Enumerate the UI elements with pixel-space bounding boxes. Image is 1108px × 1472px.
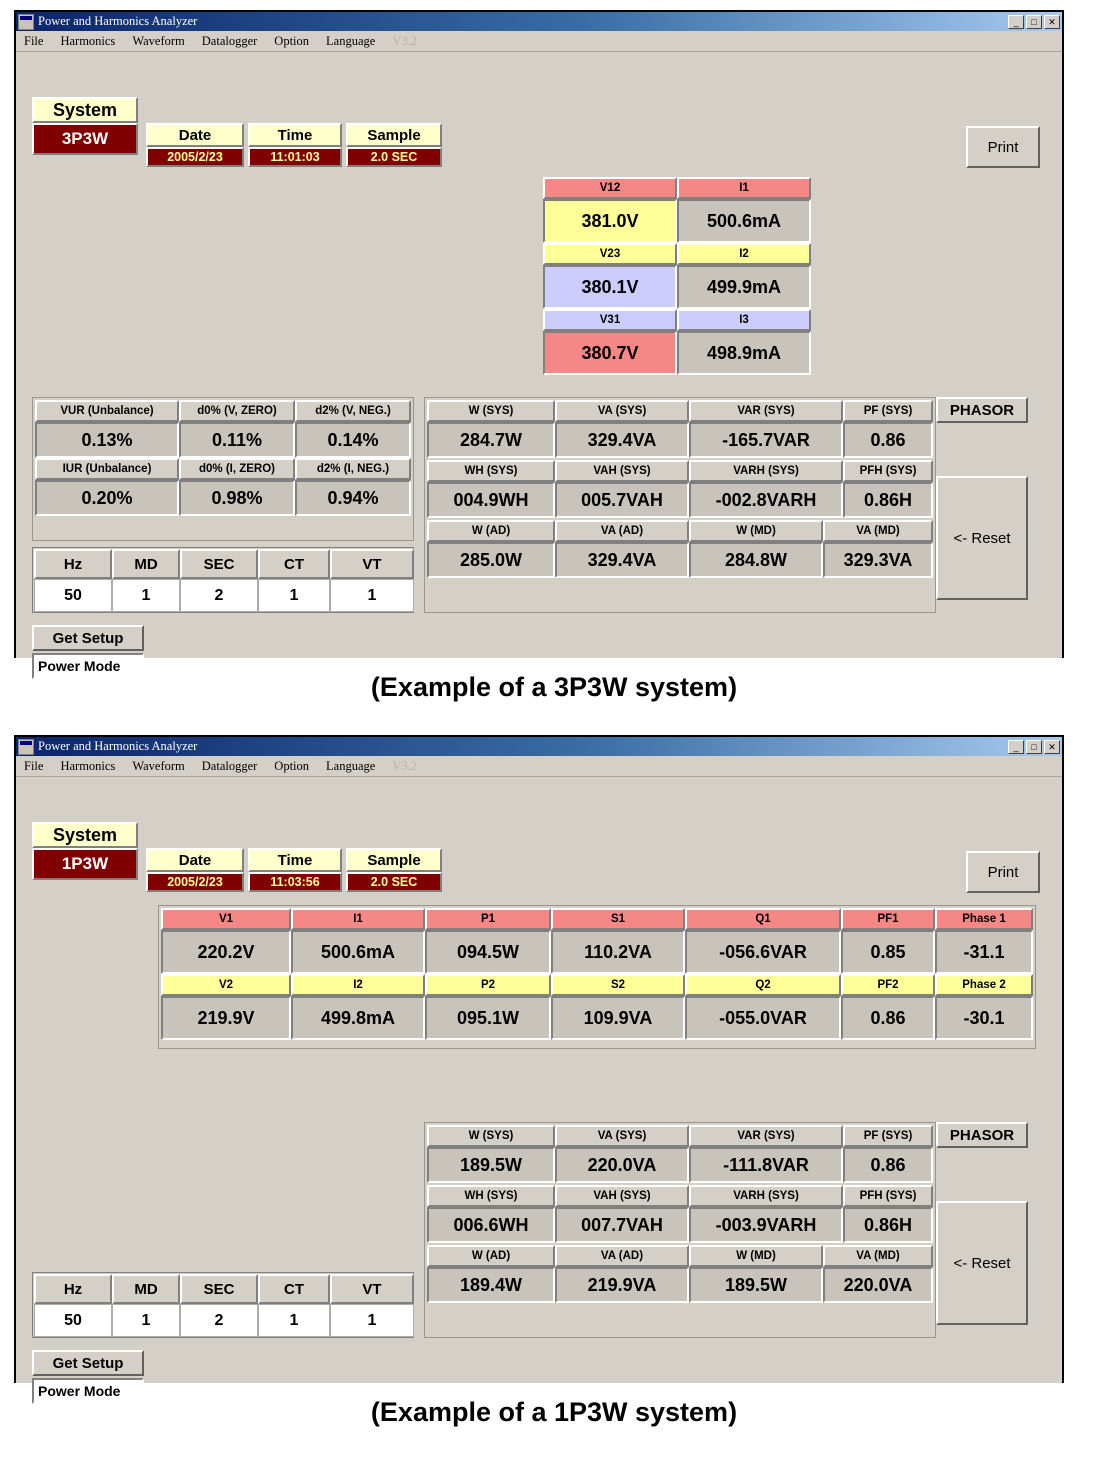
sys-header-w-ad: W (AD) bbox=[427, 520, 555, 542]
sys-header-va-md: VA (MD) bbox=[823, 1245, 933, 1267]
sys-header-vah: VAH (SYS) bbox=[555, 460, 689, 482]
sys-header-pfh: PFH (SYS) bbox=[843, 460, 933, 482]
system-label: System bbox=[32, 822, 138, 848]
param-value-md[interactable]: 1 bbox=[112, 579, 180, 612]
sys-value-vah: 007.7VAH bbox=[555, 1207, 689, 1243]
sys-value-pf: 0.86 bbox=[843, 1147, 933, 1183]
close-button[interactable]: ✕ bbox=[1044, 740, 1060, 754]
sample-label: Sample bbox=[346, 123, 442, 147]
caption-1p3w: (Example of a 1P3W system) bbox=[370, 1397, 738, 1427]
phase-value-q2: -055.0VAR bbox=[685, 996, 841, 1040]
time-value: 11:03:56 bbox=[248, 872, 342, 892]
menu-item-harmonics[interactable]: Harmonics bbox=[60, 758, 116, 773]
phase-header-q1: Q1 bbox=[685, 908, 841, 930]
sys-value-w-ad: 189.4W bbox=[427, 1267, 555, 1303]
date-label: Date bbox=[146, 848, 244, 872]
sys-value-pfh: 0.86H bbox=[843, 482, 933, 518]
unbalance-header-d0v: d0% (V, ZERO) bbox=[179, 400, 295, 422]
sample-value: 2.0 SEC bbox=[346, 872, 442, 892]
minimize-button[interactable]: _ bbox=[1008, 15, 1024, 29]
sys-value-va: 329.4VA bbox=[555, 422, 689, 458]
date-value: 2005/2/23 bbox=[146, 872, 244, 892]
vi-header-v31: V31 bbox=[543, 309, 677, 331]
sys-header-va: VA (SYS) bbox=[555, 400, 689, 422]
sys-value-w: 189.5W bbox=[427, 1147, 555, 1183]
sys-value-var: -111.8VAR bbox=[689, 1147, 843, 1183]
param-header-ct: CT bbox=[258, 549, 330, 579]
system-type-value: 3P3W bbox=[32, 123, 138, 155]
menu-bar bbox=[16, 31, 1062, 52]
phase-value-p1: 094.5W bbox=[425, 930, 551, 974]
param-value-hz[interactable]: 50 bbox=[34, 579, 112, 612]
phase-header-v2: V2 bbox=[161, 974, 291, 996]
sys-value-w-md: 284.8W bbox=[689, 542, 823, 578]
param-header-sec: SEC bbox=[180, 1274, 258, 1304]
window-controls bbox=[1008, 15, 1060, 29]
maximize-button[interactable]: □ bbox=[1026, 740, 1042, 754]
phase-value-v2: 219.9V bbox=[161, 996, 291, 1040]
sys-value-varh: -002.8VARH bbox=[689, 482, 843, 518]
date-label: Date bbox=[146, 123, 244, 147]
sys-value-va-ad: 219.9VA bbox=[555, 1267, 689, 1303]
version-label: V3.2 bbox=[392, 758, 417, 773]
reset-button[interactable]: <- Reset bbox=[936, 1201, 1028, 1325]
sys-header-varh: VARH (SYS) bbox=[689, 1185, 843, 1207]
version-label: V3.2 bbox=[392, 33, 417, 48]
sys-header-varh: VARH (SYS) bbox=[689, 460, 843, 482]
power-mode-field[interactable]: Power Mode bbox=[32, 1378, 144, 1404]
close-button[interactable]: ✕ bbox=[1044, 15, 1060, 29]
sys-value-varh: -003.9VARH bbox=[689, 1207, 843, 1243]
phase-value-s1: 110.2VA bbox=[551, 930, 685, 974]
maximize-button[interactable]: □ bbox=[1026, 15, 1042, 29]
title-bar bbox=[16, 12, 1062, 31]
phasor-button[interactable]: PHASOR bbox=[936, 1122, 1028, 1148]
phase-header-phase2: Phase 2 bbox=[935, 974, 1033, 996]
vi-header-i2: I2 bbox=[677, 243, 811, 265]
phase-header-q2: Q2 bbox=[685, 974, 841, 996]
vi-value-i3: 498.9mA bbox=[677, 331, 811, 375]
vi-value-i1: 500.6mA bbox=[677, 199, 811, 243]
phase-header-p1: P1 bbox=[425, 908, 551, 930]
client-area bbox=[16, 777, 1062, 1399]
param-value-md[interactable]: 1 bbox=[112, 1304, 180, 1337]
sys-value-w: 284.7W bbox=[427, 422, 555, 458]
sys-value-var: -165.7VAR bbox=[689, 422, 843, 458]
analyzer-window-1p3w bbox=[14, 735, 1064, 1399]
phase-header-v1: V1 bbox=[161, 908, 291, 930]
vi-header-i1: I1 bbox=[677, 177, 811, 199]
sys-value-va-ad: 329.4VA bbox=[555, 542, 689, 578]
sys-header-pf: PF (SYS) bbox=[843, 1125, 933, 1147]
sys-header-w: W (SYS) bbox=[427, 1125, 555, 1147]
unbalance-header-vur: VUR (Unbalance) bbox=[35, 400, 179, 422]
param-header-md: MD bbox=[112, 1274, 180, 1304]
sys-header-pfh: PFH (SYS) bbox=[843, 1185, 933, 1207]
unbalance-value-d2i: 0.94% bbox=[295, 480, 411, 516]
parameter-row bbox=[32, 1272, 414, 1338]
sys-header-va: VA (SYS) bbox=[555, 1125, 689, 1147]
phasor-button[interactable]: PHASOR bbox=[936, 397, 1028, 423]
param-value-ct[interactable]: 1 bbox=[258, 579, 330, 612]
unbalance-value-vur: 0.13% bbox=[35, 422, 179, 458]
param-header-hz: Hz bbox=[34, 549, 112, 579]
sys-header-va-ad: VA (AD) bbox=[555, 1245, 689, 1267]
param-header-sec: SEC bbox=[180, 549, 258, 579]
param-value-vt[interactable]: 1 bbox=[330, 579, 414, 612]
unbalance-header-d0i: d0% (I, ZERO) bbox=[179, 458, 295, 480]
phase-header-s2: S2 bbox=[551, 974, 685, 996]
vi-header-v23: V23 bbox=[543, 243, 677, 265]
window-controls bbox=[1008, 740, 1060, 754]
sys-header-va-md: VA (MD) bbox=[823, 520, 933, 542]
unbalance-group bbox=[32, 397, 414, 541]
system-measurement-group bbox=[424, 1122, 936, 1338]
unbalance-value-iur: 0.20% bbox=[35, 480, 179, 516]
sys-value-va: 220.0VA bbox=[555, 1147, 689, 1183]
phase-value-phase1: -31.1 bbox=[935, 930, 1033, 974]
get-setup-button[interactable]: Get Setup bbox=[32, 625, 144, 651]
voltage-current-table bbox=[543, 177, 811, 377]
sample-value: 2.0 SEC bbox=[346, 147, 442, 167]
sys-value-va-md: 329.3VA bbox=[823, 542, 933, 578]
menu-item-waveform[interactable]: Waveform bbox=[132, 758, 185, 773]
param-header-md: MD bbox=[112, 549, 180, 579]
window-title: Power and Harmonics Analyzer bbox=[38, 14, 198, 28]
param-header-hz: Hz bbox=[34, 1274, 112, 1304]
power-mode-field[interactable]: Power Mode bbox=[32, 653, 144, 679]
param-value-hz[interactable]: 50 bbox=[34, 1304, 112, 1337]
sys-header-w-md: W (MD) bbox=[689, 1245, 823, 1267]
phase-value-i1: 500.6mA bbox=[291, 930, 425, 974]
unbalance-value-d0i: 0.98% bbox=[179, 480, 295, 516]
param-value-ct[interactable]: 1 bbox=[258, 1304, 330, 1337]
sys-value-w-ad: 285.0W bbox=[427, 542, 555, 578]
system-label: System bbox=[32, 97, 138, 123]
sys-value-wh: 006.6WH bbox=[427, 1207, 555, 1243]
get-setup-button[interactable]: Get Setup bbox=[32, 1350, 144, 1376]
window-title: Power and Harmonics Analyzer bbox=[38, 739, 198, 753]
phase-header-pf1: PF1 bbox=[841, 908, 935, 930]
phase-header-i1: I1 bbox=[291, 908, 425, 930]
menu-item-file[interactable]: File bbox=[24, 33, 44, 48]
phase-value-pf1: 0.85 bbox=[841, 930, 935, 974]
phase-value-phase2: -30.1 bbox=[935, 996, 1033, 1040]
sys-header-var: VAR (SYS) bbox=[689, 400, 843, 422]
sys-header-wh: WH (SYS) bbox=[427, 460, 555, 482]
phase-value-q1: -056.6VAR bbox=[685, 930, 841, 974]
menu-item-datalogger[interactable]: Datalogger bbox=[201, 33, 258, 48]
minimize-button[interactable]: _ bbox=[1008, 740, 1024, 754]
menu-item-option[interactable]: Option bbox=[274, 33, 310, 48]
menu-item-datalogger[interactable]: Datalogger bbox=[201, 758, 258, 773]
time-value: 11:01:03 bbox=[248, 147, 342, 167]
vi-value-v31: 380.7V bbox=[543, 331, 677, 375]
sys-header-wh: WH (SYS) bbox=[427, 1185, 555, 1207]
sample-label: Sample bbox=[346, 848, 442, 872]
phase-header-p2: P2 bbox=[425, 974, 551, 996]
vi-value-v12: 381.0V bbox=[543, 199, 677, 243]
date-value: 2005/2/23 bbox=[146, 147, 244, 167]
sys-value-w-md: 189.5W bbox=[689, 1267, 823, 1303]
vi-header-i3: I3 bbox=[677, 309, 811, 331]
print-button[interactable]: Print bbox=[966, 851, 1040, 893]
print-button[interactable]: Print bbox=[966, 126, 1040, 168]
param-value-sec[interactable]: 2 bbox=[180, 1304, 258, 1337]
menu-bar bbox=[16, 756, 1062, 777]
menu-item-waveform[interactable]: Waveform bbox=[132, 33, 185, 48]
sys-value-vah: 005.7VAH bbox=[555, 482, 689, 518]
sys-header-pf: PF (SYS) bbox=[843, 400, 933, 422]
sys-header-w: W (SYS) bbox=[427, 400, 555, 422]
unbalance-header-d2i: d2% (I, NEG.) bbox=[295, 458, 411, 480]
time-label: Time bbox=[248, 123, 342, 147]
phase-header-pf2: PF2 bbox=[841, 974, 935, 996]
menu-item-harmonics[interactable]: Harmonics bbox=[60, 33, 116, 48]
sys-header-var: VAR (SYS) bbox=[689, 1125, 843, 1147]
sys-value-va-md: 220.0VA bbox=[823, 1267, 933, 1303]
sys-header-w-md: W (MD) bbox=[689, 520, 823, 542]
unbalance-header-d2v: d2% (V, NEG.) bbox=[295, 400, 411, 422]
unbalance-value-d0v: 0.11% bbox=[179, 422, 295, 458]
app-icon bbox=[18, 739, 34, 755]
phase-measurement-table bbox=[158, 905, 1036, 1049]
app-icon bbox=[18, 14, 34, 30]
param-header-vt: VT bbox=[330, 1274, 414, 1304]
analyzer-window-3p3w bbox=[14, 10, 1064, 674]
param-value-sec[interactable]: 2 bbox=[180, 579, 258, 612]
title-bar bbox=[16, 737, 1062, 756]
vi-value-v23: 380.1V bbox=[543, 265, 677, 309]
system-type-value: 1P3W bbox=[32, 848, 138, 880]
phase-header-phase1: Phase 1 bbox=[935, 908, 1033, 930]
phase-value-i2: 499.8mA bbox=[291, 996, 425, 1040]
sys-value-pf: 0.86 bbox=[843, 422, 933, 458]
phase-header-s1: S1 bbox=[551, 908, 685, 930]
phase-header-i2: I2 bbox=[291, 974, 425, 996]
reset-button[interactable]: <- Reset bbox=[936, 476, 1028, 600]
sys-header-w-ad: W (AD) bbox=[427, 1245, 555, 1267]
caption-3p3w: (Example of a 3P3W system) bbox=[370, 672, 738, 702]
sys-value-pfh: 0.86H bbox=[843, 1207, 933, 1243]
param-header-vt: VT bbox=[330, 549, 414, 579]
sys-value-wh: 004.9WH bbox=[427, 482, 555, 518]
client-area bbox=[16, 52, 1062, 674]
phase-value-s2: 109.9VA bbox=[551, 996, 685, 1040]
system-measurement-group bbox=[424, 397, 936, 613]
menu-item-language[interactable]: Language bbox=[326, 33, 376, 48]
phase-value-v1: 220.2V bbox=[161, 930, 291, 974]
unbalance-value-d2v: 0.14% bbox=[295, 422, 411, 458]
sys-header-va-ad: VA (AD) bbox=[555, 520, 689, 542]
parameter-row bbox=[32, 547, 414, 613]
time-label: Time bbox=[248, 848, 342, 872]
unbalance-header-iur: IUR (Unbalance) bbox=[35, 458, 179, 480]
menu-item-file[interactable]: File bbox=[24, 758, 44, 773]
vi-value-i2: 499.9mA bbox=[677, 265, 811, 309]
menu-item-language[interactable]: Language bbox=[326, 758, 376, 773]
phase-value-p2: 095.1W bbox=[425, 996, 551, 1040]
param-header-ct: CT bbox=[258, 1274, 330, 1304]
sys-header-vah: VAH (SYS) bbox=[555, 1185, 689, 1207]
menu-item-option[interactable]: Option bbox=[274, 758, 310, 773]
param-value-vt[interactable]: 1 bbox=[330, 1304, 414, 1337]
phase-value-pf2: 0.86 bbox=[841, 996, 935, 1040]
vi-header-v12: V12 bbox=[543, 177, 677, 199]
